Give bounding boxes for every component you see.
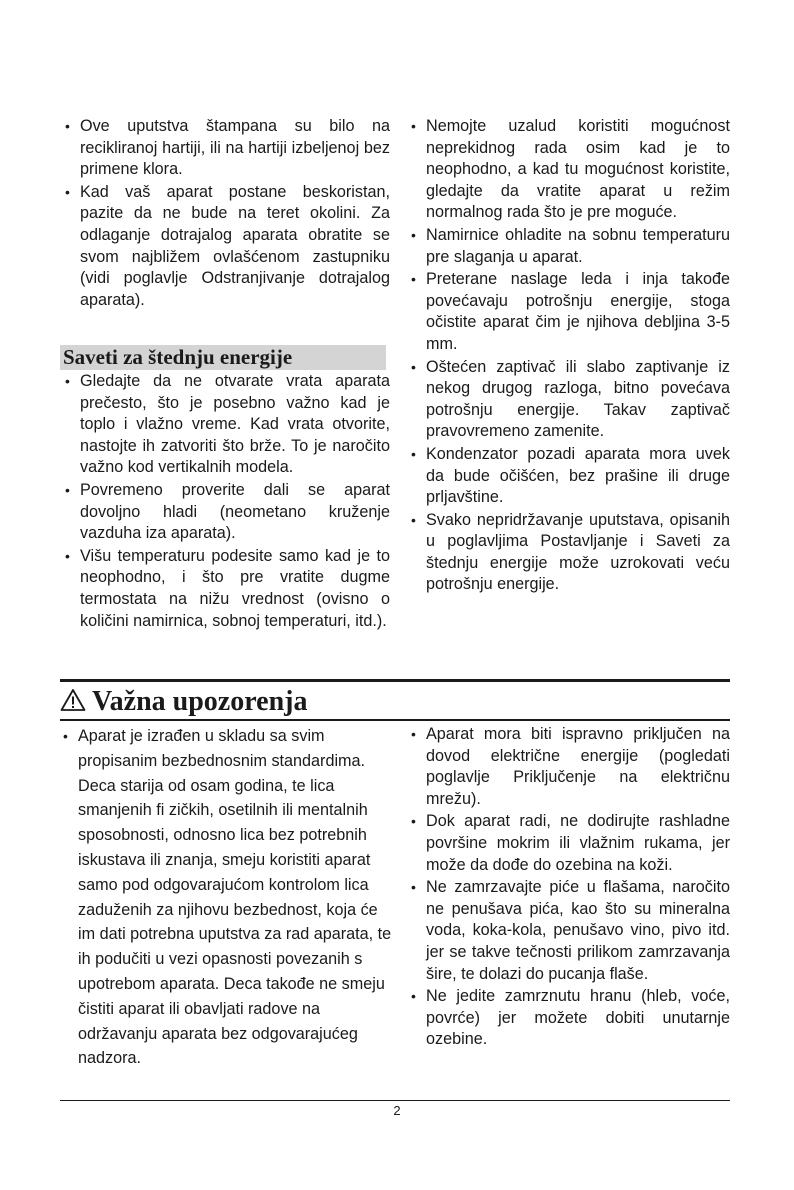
warnings-title-text: Važna upozorenja — [92, 686, 308, 717]
warnings-right-column — [410, 724, 730, 1052]
list-item: • Aparat je izrađen u skladu sa svim propisanim bezbednosnim standardima. Deca starija od osam godina, te lica smanjenih fi zičkih, osetilnih ili mentalnih sposobnosti, odnosno lica bez potrebnih iskustava ili znanja, smeju koristiti aparat samo pod odgovarajućom kontrolom lica zaduženih za njihovu bezbednost, koja će im dati potrebna uputstva za rad aparata, te ih podučiti u vezi opasnosti povezanih s upotrebom aparata. Deca takođe ne smeju čistiti aparat ili obavljati radove na održavanju aparata bez odgovarajućeg nadzora. — [62, 724, 398, 1071]
energy-tips-continued-list — [410, 116, 730, 596]
list-item: • Kad vaš aparat postane beskoristan, pazite da ne bude na teret okolini. Za odlaganje dotrajalog aparata obratite se svom najbližem ovlašćenom zastupniku (vidi poglavlje Odstranjivanje dotrajalog aparata). — [64, 182, 390, 312]
energy-tips-list — [64, 371, 390, 632]
footer-divider — [60, 1100, 730, 1101]
list-item: • Ne zamrzavajte piće u flašama, naročito ne penušava pića, kao što su mineralna voda, koka-kola, penušavo vino, pivo itd. jer se takve tečnosti prilikom zamrzavanja šire, te dolazi do pucanja flaše. — [410, 877, 730, 985]
list-item: • Svako nepridržavanje uputstava, opisanih u poglavljima Postavljanje i Saveti za štednju energije može uzrokovati veću potrošnju energije. — [410, 510, 730, 596]
list-item: • Višu temperaturu podesite samo kad je to neophodno, i što pre vratite dugme termostata na nižu vrednost (ovisno o količini namirnica, sobnoj temperaturi, itd.). — [64, 546, 390, 632]
list-item: • Oštećen zaptivač ili slabo zaptivanje iz nekog drugog razloga, bitno povećava potrošnju energije. Takav zaptivač pravovremeno zamenite. — [410, 357, 730, 443]
warnings-right-list — [410, 724, 730, 1051]
section-heading-important-warnings — [60, 684, 307, 720]
top-right-column — [410, 116, 730, 597]
section-divider-bottom — [60, 719, 730, 721]
list-item: • Ove uputstva štampana su bilo na recikliranoj hartiji, ili na hartiji izbeljenoj bez primene klora. — [64, 116, 390, 181]
energy-tips-column — [64, 371, 390, 633]
list-item: • Povremeno proverite dali se aparat dovoljno hladi (neometano kruženje vazduha iza aparata). — [64, 480, 390, 545]
intro-list — [64, 116, 390, 311]
warnings-left-list — [62, 724, 398, 1071]
warnings-left-column — [62, 724, 398, 1072]
page-number: 2 — [393, 1103, 401, 1118]
warning-triangle-icon — [60, 686, 86, 722]
section-divider-top — [60, 679, 730, 682]
list-item: • Dok aparat radi, ne dodirujte rashladne površine mokrim ili vlažnim rukama, jer može da dođe do ozebina na koži. — [410, 811, 730, 876]
section-heading-energy-saving: Saveti za štednju energije — [60, 345, 386, 370]
top-left-column — [64, 116, 390, 312]
list-item: • Aparat mora biti ispravno priključen na dovod električne energije (pogledati poglavlje Priključenje na električnu mrežu). — [410, 724, 730, 810]
list-item: • Kondenzator pozadi aparata mora uvek da bude očišćen, bez prašine ili druge prljavštine. — [410, 444, 730, 509]
list-item: • Preterane naslage leda i inja takođe povećavaju potrošnju energije, stoga očistite aparat čim je njihova debljina 3-5 mm. — [410, 269, 730, 355]
list-item: • Gledajte da ne otvarate vrata aparata prečesto, što je posebno važno kad je toplo i vlažno vreme. Kad vrata otvorite, nastojte ih zatvoriti što brže. To je naročito važno kod vertikalnih modela. — [64, 371, 390, 479]
list-item: • Ne jedite zamrznutu hranu (hleb, voće, povrće) jer možete dobiti unutarnje ozebine. — [410, 986, 730, 1051]
list-item: • Nemojte uzalud koristiti mogućnost neprekidnog rada osim kad je to neophodno, a kad tu mogućnost koristite, gledajte da vratite aparat u režim normalnog rada što je pre moguće. — [410, 116, 730, 224]
list-item: • Namirnice ohladite na sobnu temperaturu pre slaganja u aparat. — [410, 225, 730, 268]
